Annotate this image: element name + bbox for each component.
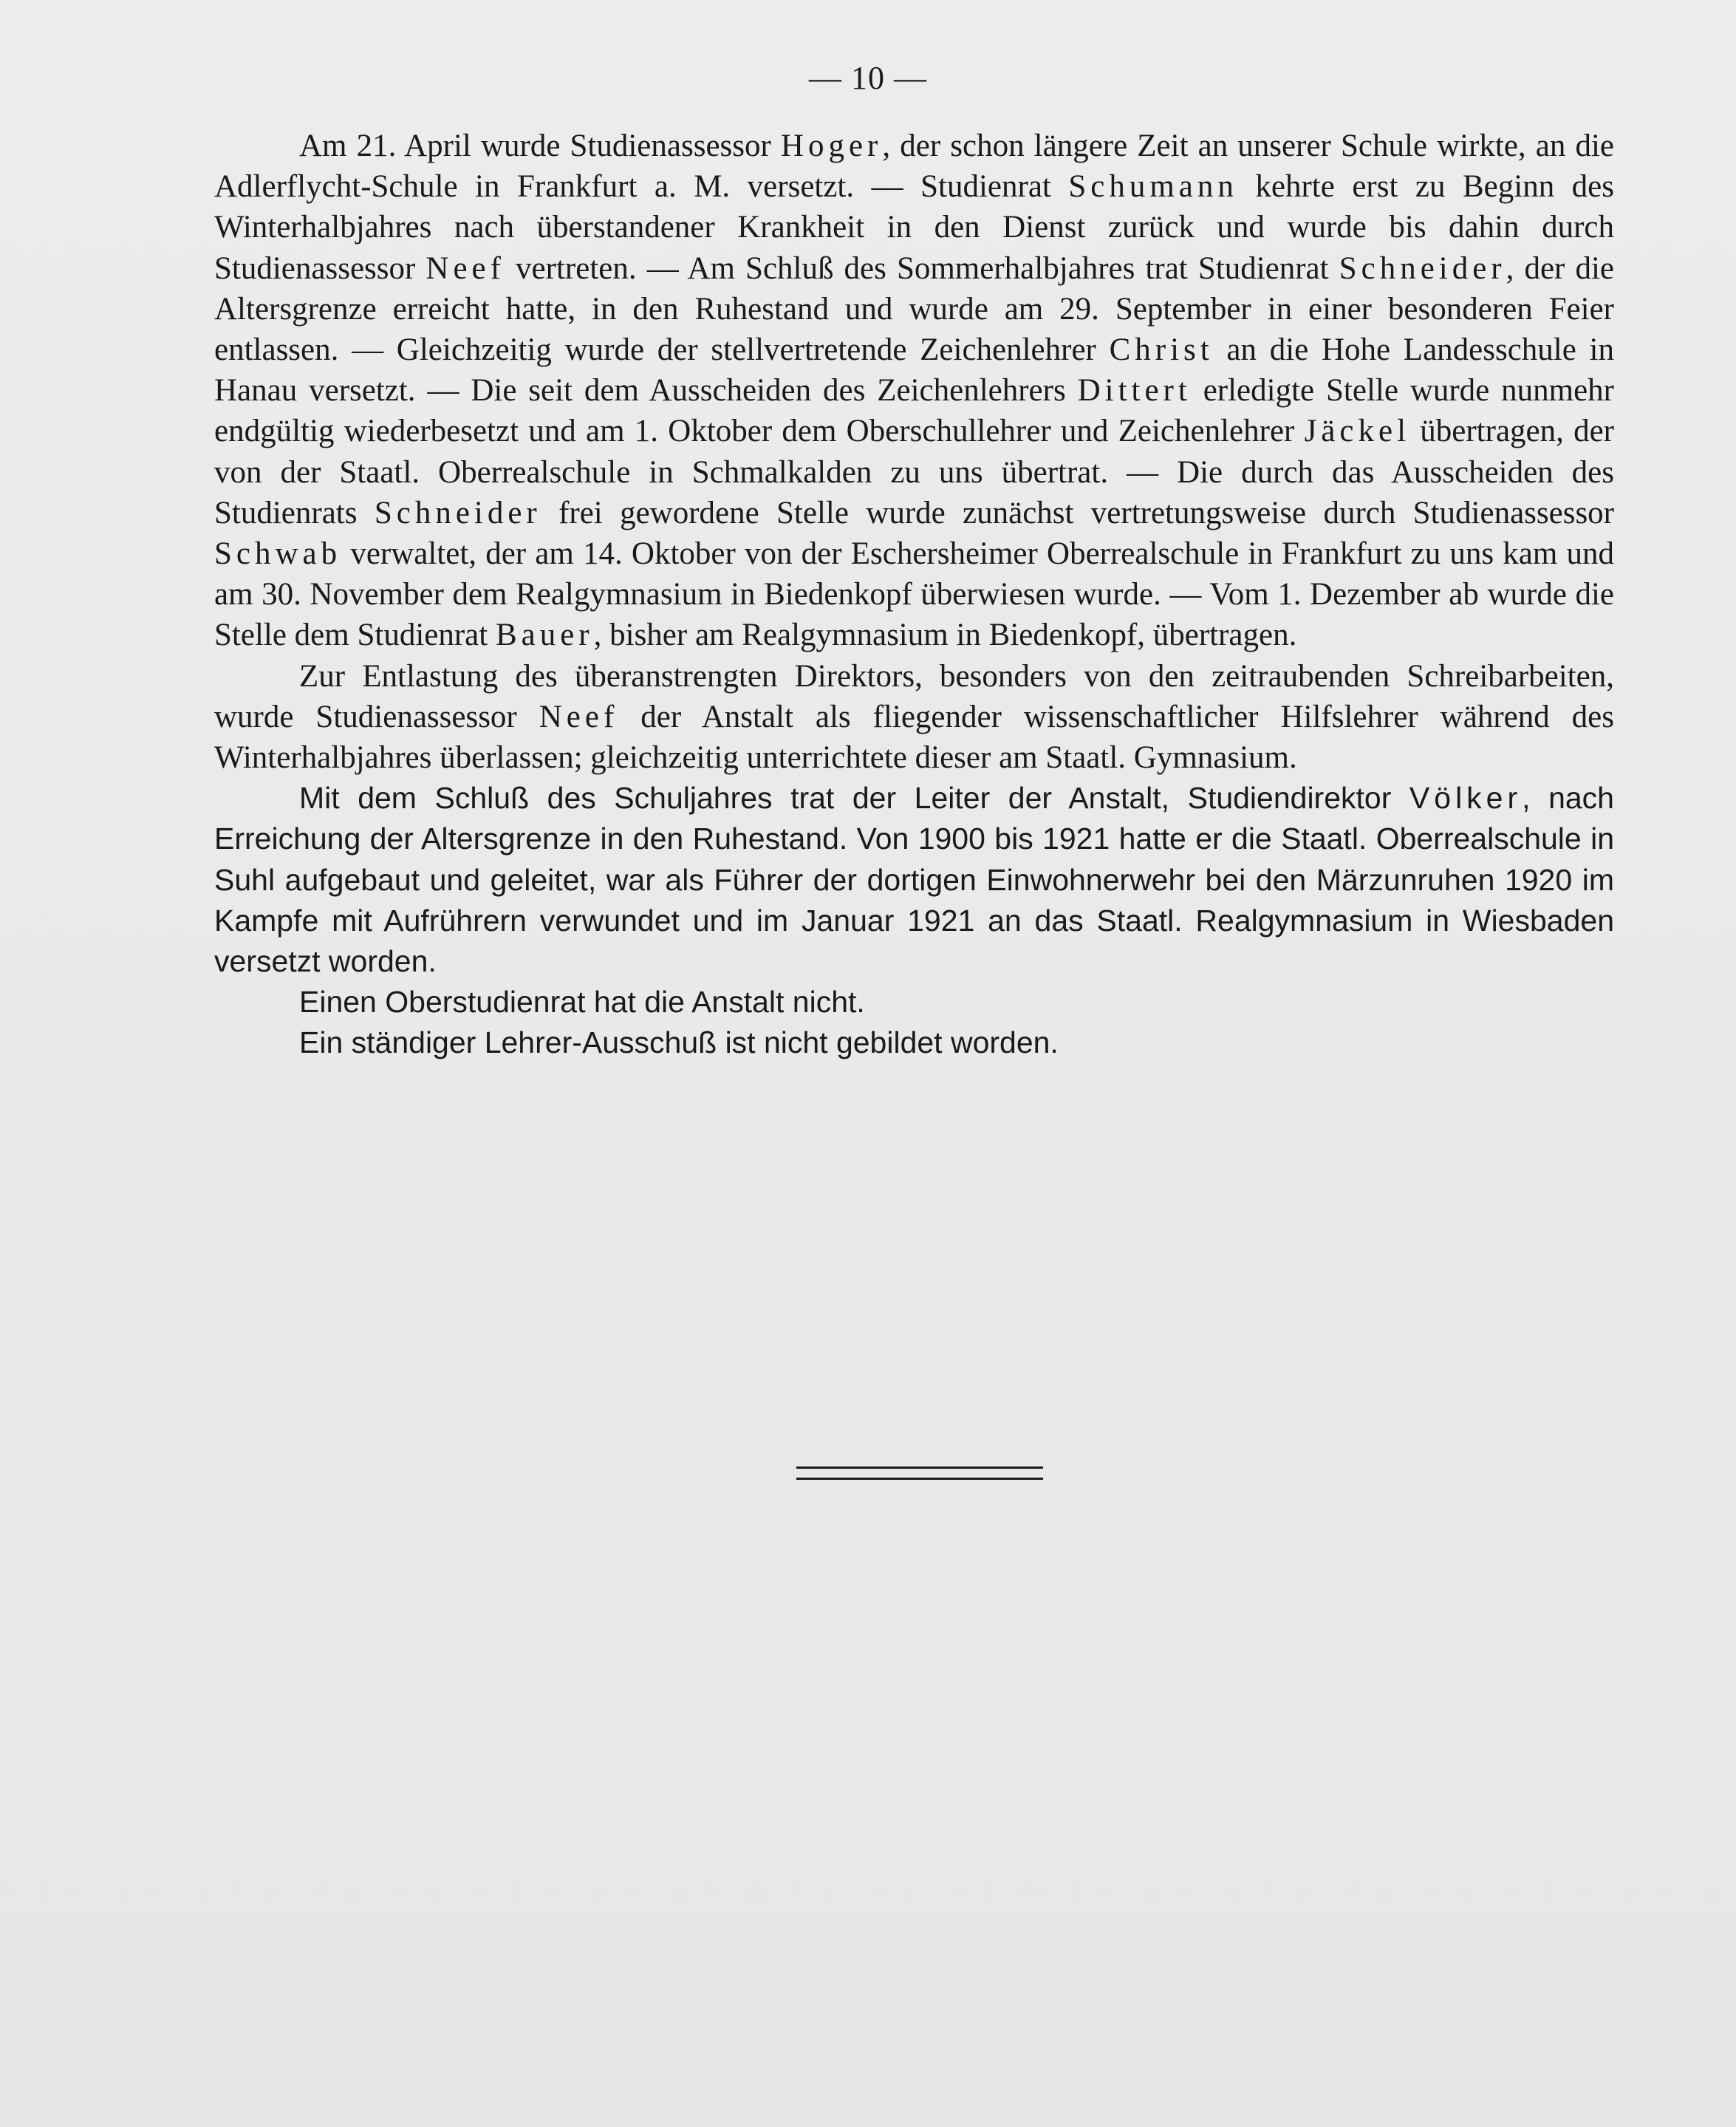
closing-double-rule — [796, 1467, 1043, 1480]
spaced-name: Hoger — [780, 129, 883, 163]
spaced-name: Christ — [1109, 332, 1214, 368]
text-segment: , bisher am Realgymnasium in Biedenkopf, übertragen. — [593, 618, 1297, 653]
spaced-name: Bauer — [495, 618, 594, 653]
spaced-name: Neef — [426, 250, 505, 286]
page-number: — 10 — — [809, 60, 927, 96]
text-segment: vertreten. — Am Schluß des Sommerhalbjahres trat Studienrat — [505, 250, 1339, 286]
paragraph — [214, 982, 1614, 1022]
text-segment: kehrte erst zu Beginn des Winterhalbjahres nach überstandener Krankheit in den Dienst zurück und wurde bis dahin durch Studienassessor — [214, 169, 1614, 286]
text-segment: Am 21. April wurde Studienassessor — [299, 129, 781, 163]
text-segment: Ein ständiger Lehrer-Ausschuß ist nicht gebildet worden. — [299, 1025, 1059, 1060]
spaced-name: Schwab — [214, 536, 342, 572]
spaced-name: Neef — [539, 699, 619, 734]
text-segment: erledigte Stelle wurde nunmehr endgültig wiederbesetzt und am 1. Oktober dem Oberschullehrer und Zeichenlehrer — [214, 373, 1615, 449]
paragraph — [214, 1022, 1614, 1063]
text-segment: der Anstalt als fliegender wissenschaftlicher Hilfslehrer während des Winterhalbjahres überlassen; gleichzeitig unterrichtete dieser am Staatl. Gymnasium. — [214, 699, 1615, 776]
body-text — [214, 126, 1614, 1064]
paragraph — [214, 778, 1614, 982]
text-segment: frei gewordene Stelle wurde zunächst vertretungsweise durch Studienassessor — [541, 495, 1615, 530]
spaced-name: Dittert — [1077, 373, 1192, 409]
text-segment: Einen Oberstudienrat hat die Anstalt nicht. — [299, 985, 865, 1020]
spaced-name: Schneider — [374, 495, 541, 530]
spaced-name: Völker — [1409, 781, 1523, 816]
text-segment: verwaltet, der am 14. Oktober von der Eschersheimer Oberrealschule in Frankfurt zu uns kam und am 30. November dem Realgymnasium in Biedenkopf überwiesen wurde. — Vom 1. Dezember ab wurde die Stelle dem Studienrat — [214, 536, 1614, 653]
text-segment: , der schon längere Zeit an unserer Schule wirkte, an die Adlerflycht-Schule in Frankfurt a. M. versetzt. — Studienrat — [214, 129, 1615, 205]
paragraph — [214, 126, 1614, 656]
text-segment: , der die Altersgrenze erreicht hatte, in den Ruhestand und wurde am 29. September in einer besonderen Feier entlassen. — Gleichzeitig wurde der stellvertretende Zeichenlehrer — [214, 250, 1614, 368]
spaced-name: Schumann — [1068, 169, 1238, 205]
spaced-name: Jäckel — [1304, 414, 1411, 449]
text-segment: Zur Entlastung des überanstrengten Direktors, besonders von den zeitraubenden Schreibarbeiten, wurde Studienassessor — [214, 658, 1614, 734]
paragraph — [214, 656, 1614, 779]
text-segment: an die Hohe Landesschule in Hanau versetzt. — Die seit dem Ausscheiden des Zeichenlehrers — [214, 332, 1614, 409]
text-segment: , nach Erreichung der Altersgrenze in den Ruhestand. Von 1900 bis 1921 hatte er die Staatl. Oberrealschule in Suhl aufgebaut und geleitet, war als Führer der dortigen Einwohnerwehr bei den Märzunruhen 1920 im Kampfe mit Aufrührern verwundet und im Januar 1921 an das Staatl. Realgymnasium in Wiesbaden versetzt worden. — [214, 781, 1614, 979]
spaced-name: Schneider — [1339, 250, 1506, 286]
text-segment: übertragen, der von der Staatl. Oberrealschule in Schmalkalden zu uns übertrat. — Die durch das Ausscheiden des Studienrats — [214, 414, 1614, 530]
text-segment: Mit dem Schluß des Schuljahres trat der Leiter der Anstalt, Studiendirektor — [299, 781, 1409, 816]
